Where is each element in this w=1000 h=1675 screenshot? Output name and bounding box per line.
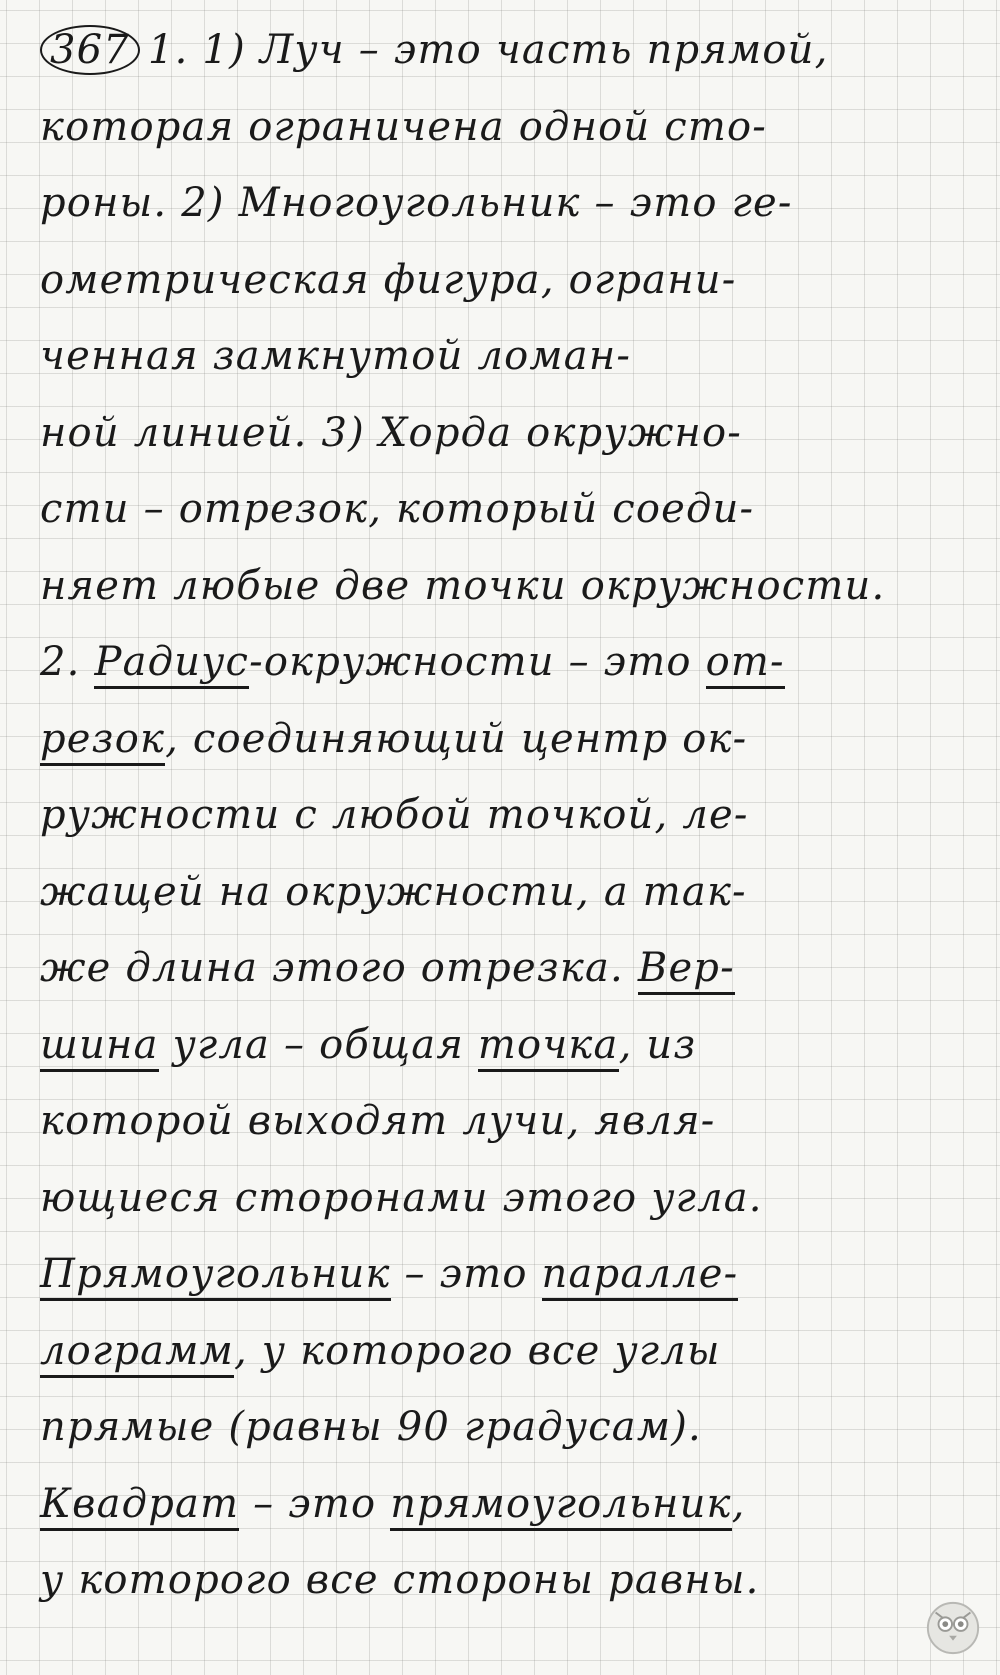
text-line <box>40 1552 760 1612</box>
underlined-term: Квадрат <box>40 1481 239 1531</box>
text-line <box>40 405 742 465</box>
underlined-term: точка <box>478 1022 619 1072</box>
text-line <box>40 864 747 924</box>
text-segment: няет любые две точки окружности. <box>40 562 886 609</box>
text-segment: ной линией. 3) Хорда окружно- <box>40 409 742 456</box>
text-segment: у которого все стороны равны. <box>40 1557 760 1603</box>
text-line <box>40 940 735 1000</box>
underlined-term: Радиус <box>94 639 249 689</box>
underlined-term: резок <box>40 716 165 766</box>
underlined-term: шина <box>40 1022 159 1072</box>
text-line <box>40 175 793 235</box>
text-segment: , из <box>618 1021 697 1068</box>
underlined-term: паралле- <box>542 1251 739 1301</box>
text-segment: , у которого все углы <box>233 1327 721 1374</box>
text-line <box>40 1017 696 1077</box>
text-line <box>40 711 747 771</box>
text-segment: угла – общая <box>158 1021 478 1068</box>
text-segment: 1. 1) Луч – это часть прямой, <box>147 27 829 73</box>
text-segment: жащей на окружности, а так- <box>40 868 747 915</box>
text-line <box>40 1093 716 1153</box>
text-line <box>40 252 736 312</box>
text-segment: сти – отрезок, который соеди- <box>40 486 755 532</box>
underlined-term: лограмм <box>40 1328 234 1378</box>
underlined-term: прямоугольник <box>390 1481 731 1531</box>
text-segment: -окружности – это <box>249 639 706 685</box>
text-segment: , <box>731 1480 746 1527</box>
text-line <box>40 1476 746 1536</box>
text-line <box>40 99 767 159</box>
text-segment: которая ограничена одной сто- <box>40 103 768 150</box>
text-segment: , соединяющий центр ок- <box>165 715 748 762</box>
text-line <box>40 1170 763 1230</box>
text-line <box>40 1399 702 1459</box>
text-segment: ружности с любой точкой, ле- <box>40 792 749 838</box>
text-line <box>40 328 631 388</box>
text-line <box>40 787 749 847</box>
text-segment: ющиеся сторонами этого угла. <box>40 1174 763 1221</box>
owl-icon <box>924 1599 982 1657</box>
underlined-term: Прямоугольник <box>40 1251 391 1301</box>
underlined-term: Вер- <box>638 945 735 995</box>
text-line <box>40 1323 721 1383</box>
text-line <box>40 1246 738 1306</box>
text-segment: роны. 2) Многоугольник – это ге- <box>40 180 793 226</box>
text-segment: ченная замкнутой ломан- <box>40 333 632 379</box>
text-segment: 2. <box>40 639 95 685</box>
text-line <box>40 558 885 618</box>
underlined-term: от- <box>706 639 785 689</box>
text-segment: же длина этого отрезка. <box>40 945 638 991</box>
text-line <box>40 634 785 694</box>
exercise-number: 367 <box>40 25 140 75</box>
text-segment: – это <box>239 1480 391 1527</box>
text-segment: – это <box>390 1251 542 1297</box>
text-segment: которой выходят лучи, явля- <box>40 1098 716 1144</box>
text-line <box>40 22 829 82</box>
text-segment: прямые (равны 90 градусам). <box>40 1404 702 1450</box>
text-line <box>40 481 754 541</box>
text-segment: ометрическая фигура, ограни- <box>40 256 737 303</box>
